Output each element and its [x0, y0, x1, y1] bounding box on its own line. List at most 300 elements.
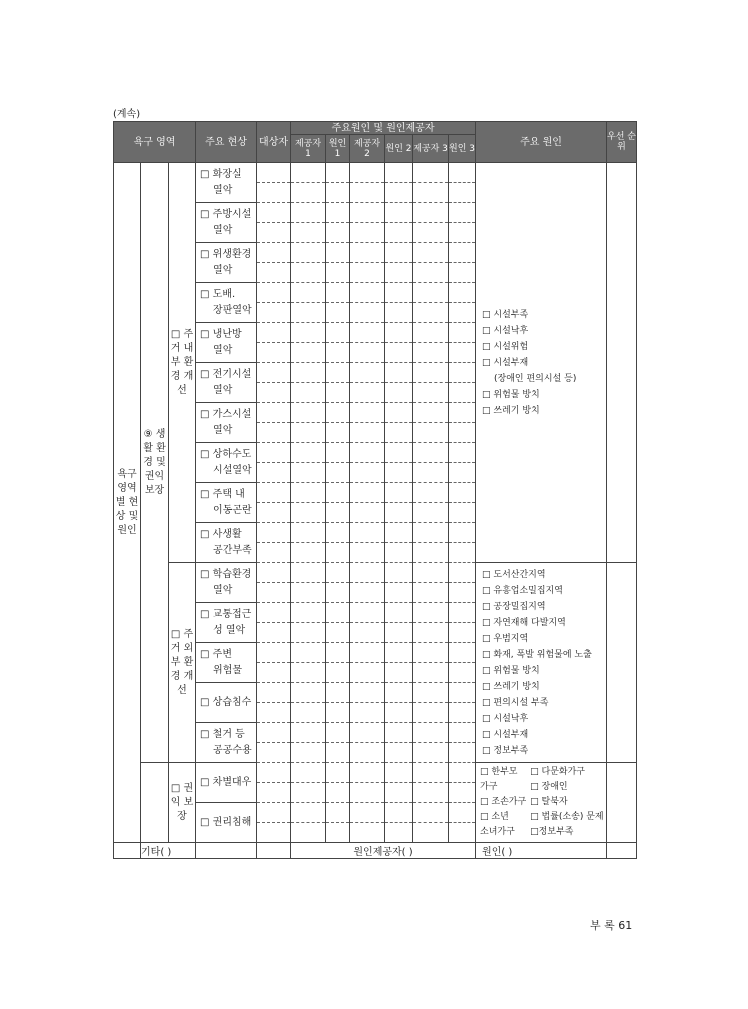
- entry-cell[interactable]: [291, 503, 326, 523]
- entry-cell[interactable]: [291, 523, 326, 543]
- cause-option[interactable]: □ 자연재해 다발지역: [482, 617, 566, 628]
- entry-cell[interactable]: [350, 263, 385, 283]
- entry-cell[interactable]: [350, 223, 385, 243]
- entry-cell[interactable]: [350, 723, 385, 743]
- entry-cell[interactable]: [291, 663, 326, 683]
- entry-cell[interactable]: [385, 563, 413, 583]
- entry-cell[interactable]: [350, 683, 385, 703]
- entry-cell[interactable]: [385, 583, 413, 603]
- entry-cell[interactable]: [291, 823, 326, 843]
- entry-cell[interactable]: [326, 383, 350, 403]
- entry-cell[interactable]: [257, 503, 291, 523]
- priority-cell[interactable]: [607, 163, 637, 563]
- entry-cell[interactable]: [326, 223, 350, 243]
- entry-cell[interactable]: [350, 503, 385, 523]
- entry-cell[interactable]: [449, 383, 476, 403]
- entry-cell[interactable]: [326, 183, 350, 203]
- footer-cause[interactable]: 원인( ): [476, 843, 607, 859]
- entry-cell[interactable]: [326, 303, 350, 323]
- entry-cell[interactable]: [257, 183, 291, 203]
- phenomenon-item[interactable]: [196, 723, 257, 763]
- entry-cell[interactable]: [326, 683, 350, 703]
- cause-option[interactable]: □ 정보부족: [482, 745, 529, 756]
- entry-cell[interactable]: [385, 623, 413, 643]
- entry-cell[interactable]: [385, 383, 413, 403]
- entry-cell[interactable]: [385, 823, 413, 843]
- entry-cell[interactable]: [385, 263, 413, 283]
- entry-cell[interactable]: [350, 603, 385, 623]
- entry-cell[interactable]: [449, 663, 476, 683]
- phenomenon-item[interactable]: [196, 523, 257, 563]
- entry-cell[interactable]: [350, 303, 385, 323]
- entry-cell[interactable]: [350, 343, 385, 363]
- entry-cell[interactable]: [385, 303, 413, 323]
- entry-cell[interactable]: [350, 823, 385, 843]
- entry-cell[interactable]: [449, 723, 476, 743]
- subarea-rights[interactable]: □ 권익 보장: [169, 763, 196, 843]
- cause-option[interactable]: □ 화재, 폭발 위험물에 노출: [482, 649, 592, 660]
- cause-option[interactable]: □ 탈북자: [530, 797, 568, 807]
- entry-cell[interactable]: [413, 823, 449, 843]
- entry-cell[interactable]: [385, 543, 413, 563]
- entry-cell[interactable]: [413, 183, 449, 203]
- entry-cell[interactable]: [385, 463, 413, 483]
- entry-cell[interactable]: [257, 483, 291, 503]
- entry-cell[interactable]: [385, 203, 413, 223]
- entry-cell[interactable]: [413, 423, 449, 443]
- entry-cell[interactable]: [291, 303, 326, 323]
- entry-cell[interactable]: [413, 783, 449, 803]
- entry-cell[interactable]: [413, 603, 449, 623]
- entry-cell[interactable]: [413, 683, 449, 703]
- entry-cell[interactable]: [291, 723, 326, 743]
- entry-cell[interactable]: [413, 383, 449, 403]
- entry-cell[interactable]: [350, 443, 385, 463]
- entry-cell[interactable]: [257, 423, 291, 443]
- cause-option[interactable]: □ 위험물 방치: [482, 665, 540, 676]
- entry-cell[interactable]: [326, 743, 350, 763]
- entry-cell[interactable]: [326, 763, 350, 783]
- entry-cell[interactable]: [413, 463, 449, 483]
- entry-cell[interactable]: [449, 743, 476, 763]
- entry-cell[interactable]: [350, 183, 385, 203]
- phenomenon-item[interactable]: [196, 683, 257, 723]
- entry-cell[interactable]: [257, 763, 291, 783]
- entry-cell[interactable]: [385, 503, 413, 523]
- entry-cell[interactable]: [326, 823, 350, 843]
- entry-cell[interactable]: [326, 803, 350, 823]
- entry-cell[interactable]: [326, 523, 350, 543]
- entry-cell[interactable]: [326, 543, 350, 563]
- entry-cell[interactable]: [413, 583, 449, 603]
- entry-cell[interactable]: [449, 683, 476, 703]
- entry-cell[interactable]: [385, 643, 413, 663]
- entry-cell[interactable]: [326, 663, 350, 683]
- entry-cell[interactable]: [257, 743, 291, 763]
- entry-cell[interactable]: [257, 363, 291, 383]
- cause-option[interactable]: □ 쓰레기 방치: [482, 681, 540, 692]
- entry-cell[interactable]: [291, 363, 326, 383]
- entry-cell[interactable]: [257, 343, 291, 363]
- entry-cell[interactable]: [413, 643, 449, 663]
- entry-cell[interactable]: [257, 223, 291, 243]
- entry-cell[interactable]: [449, 363, 476, 383]
- entry-cell[interactable]: [257, 783, 291, 803]
- entry-cell[interactable]: [291, 223, 326, 243]
- entry-cell[interactable]: [326, 263, 350, 283]
- entry-cell[interactable]: [291, 563, 326, 583]
- entry-cell[interactable]: [449, 623, 476, 643]
- entry-cell[interactable]: [291, 403, 326, 423]
- entry-cell[interactable]: [257, 323, 291, 343]
- entry-cell[interactable]: [385, 803, 413, 823]
- entry-cell[interactable]: [413, 703, 449, 723]
- entry-cell[interactable]: [350, 543, 385, 563]
- entry-cell[interactable]: [350, 743, 385, 763]
- entry-cell[interactable]: [257, 603, 291, 623]
- entry-cell[interactable]: [413, 483, 449, 503]
- entry-cell[interactable]: [291, 583, 326, 603]
- cause-option[interactable]: □ 시설부재: [482, 729, 529, 740]
- entry-cell[interactable]: [326, 583, 350, 603]
- entry-cell[interactable]: [350, 243, 385, 263]
- entry-cell[interactable]: [449, 503, 476, 523]
- entry-cell[interactable]: [350, 383, 385, 403]
- header-sub-1: 원인 1: [326, 135, 350, 163]
- entry-cell[interactable]: [257, 403, 291, 423]
- phenomenon-item-line1: □ 권리침해: [200, 816, 252, 828]
- entry-cell[interactable]: [350, 803, 385, 823]
- entry-cell[interactable]: [413, 443, 449, 463]
- entry-cell[interactable]: [385, 603, 413, 623]
- entry-cell[interactable]: [291, 163, 326, 183]
- cause-option[interactable]: 소녀가구: [480, 827, 515, 837]
- entry-cell[interactable]: [449, 783, 476, 803]
- entry-cell[interactable]: [413, 263, 449, 283]
- cause-option[interactable]: □ 시설낙후: [482, 325, 529, 336]
- phenomenon-item[interactable]: [196, 603, 257, 643]
- entry-cell[interactable]: [385, 743, 413, 763]
- entry-cell[interactable]: [257, 443, 291, 463]
- cause-option[interactable]: □ 편의시설 부족: [482, 697, 549, 708]
- entry-cell[interactable]: [385, 243, 413, 263]
- cause-option[interactable]: □ 한부모: [480, 767, 518, 777]
- entry-cell[interactable]: [350, 643, 385, 663]
- entry-cell[interactable]: [326, 723, 350, 743]
- entry-cell[interactable]: [326, 243, 350, 263]
- entry-cell[interactable]: [326, 603, 350, 623]
- footer-provider[interactable]: 원인제공자( ): [291, 843, 476, 859]
- entry-cell[interactable]: [449, 823, 476, 843]
- entry-cell[interactable]: [257, 263, 291, 283]
- entry-cell[interactable]: [350, 203, 385, 223]
- entry-cell[interactable]: [291, 803, 326, 823]
- entry-cell[interactable]: [350, 363, 385, 383]
- entry-cell[interactable]: [449, 483, 476, 503]
- entry-cell[interactable]: [291, 243, 326, 263]
- cause-option[interactable]: □ 유흥업소밀집지역: [482, 585, 563, 596]
- entry-cell[interactable]: [350, 483, 385, 503]
- entry-cell[interactable]: [350, 523, 385, 543]
- phenomenon-item[interactable]: [196, 803, 257, 843]
- entry-cell[interactable]: [326, 443, 350, 463]
- entry-cell[interactable]: [449, 243, 476, 263]
- entry-cell[interactable]: [326, 403, 350, 423]
- entry-cell[interactable]: [413, 523, 449, 543]
- entry-cell[interactable]: [413, 743, 449, 763]
- phenomenon-item[interactable]: [196, 203, 257, 243]
- entry-cell[interactable]: [385, 283, 413, 303]
- header-main-cause: 주요 원인: [476, 122, 607, 163]
- subarea-outer[interactable]: □ 주거 외부 환경 개선: [169, 563, 196, 763]
- entry-cell[interactable]: [449, 263, 476, 283]
- entry-cell[interactable]: [257, 703, 291, 723]
- entry-cell[interactable]: [350, 783, 385, 803]
- entry-cell[interactable]: [385, 403, 413, 423]
- entry-cell[interactable]: [291, 603, 326, 623]
- entry-cell[interactable]: [413, 163, 449, 183]
- entry-cell[interactable]: [385, 343, 413, 363]
- entry-cell[interactable]: [413, 343, 449, 363]
- subarea-inner[interactable]: □ 주거 내부 환경 개선: [169, 163, 196, 563]
- entry-cell[interactable]: [257, 303, 291, 323]
- entry-cell[interactable]: [350, 663, 385, 683]
- entry-cell[interactable]: [350, 583, 385, 603]
- entry-cell[interactable]: [257, 203, 291, 223]
- entry-cell[interactable]: [413, 623, 449, 643]
- entry-cell[interactable]: [291, 783, 326, 803]
- entry-cell[interactable]: [449, 283, 476, 303]
- phenomenon-item[interactable]: [196, 563, 257, 603]
- entry-cell[interactable]: [350, 703, 385, 723]
- phenomenon-item[interactable]: [196, 243, 257, 283]
- cause-option[interactable]: □ 공장밀집지역: [482, 601, 546, 612]
- entry-cell[interactable]: [413, 283, 449, 303]
- entry-cell[interactable]: [257, 523, 291, 543]
- phenomenon-item[interactable]: [196, 763, 257, 803]
- phenomenon-item[interactable]: [196, 403, 257, 443]
- entry-cell[interactable]: [326, 783, 350, 803]
- entry-cell[interactable]: [291, 643, 326, 663]
- cause-option[interactable]: □ 우범지역: [482, 633, 529, 644]
- phenomenon-item[interactable]: [196, 283, 257, 323]
- entry-cell[interactable]: [449, 543, 476, 563]
- entry-cell[interactable]: [326, 463, 350, 483]
- entry-cell[interactable]: [326, 163, 350, 183]
- entry-cell[interactable]: [385, 723, 413, 743]
- entry-cell[interactable]: [257, 683, 291, 703]
- entry-cell[interactable]: [326, 423, 350, 443]
- entry-cell[interactable]: [385, 663, 413, 683]
- entry-cell[interactable]: [326, 363, 350, 383]
- entry-cell[interactable]: [413, 303, 449, 323]
- entry-cell[interactable]: [326, 323, 350, 343]
- entry-cell[interactable]: [291, 543, 326, 563]
- entry-cell[interactable]: [413, 803, 449, 823]
- entry-cell[interactable]: [413, 323, 449, 343]
- entry-cell[interactable]: [385, 683, 413, 703]
- entry-cell[interactable]: [413, 503, 449, 523]
- phenomenon-item[interactable]: [196, 363, 257, 403]
- cause-option[interactable]: 가구: [480, 782, 498, 792]
- entry-cell[interactable]: [291, 443, 326, 463]
- entry-cell[interactable]: [291, 323, 326, 343]
- entry-cell[interactable]: [449, 463, 476, 483]
- entry-cell[interactable]: [385, 523, 413, 543]
- entry-cell[interactable]: [385, 483, 413, 503]
- entry-cell[interactable]: [326, 483, 350, 503]
- phenomenon-item[interactable]: [196, 163, 257, 203]
- entry-cell[interactable]: [350, 423, 385, 443]
- entry-cell[interactable]: [413, 723, 449, 743]
- entry-cell[interactable]: [326, 643, 350, 663]
- cause-option[interactable]: □ 도서산간지역: [482, 569, 546, 580]
- entry-cell[interactable]: [385, 783, 413, 803]
- entry-cell[interactable]: [291, 683, 326, 703]
- entry-cell[interactable]: [326, 283, 350, 303]
- entry-cell[interactable]: [413, 563, 449, 583]
- entry-cell[interactable]: [257, 283, 291, 303]
- entry-cell[interactable]: [291, 203, 326, 223]
- footer-cell[interactable]: [607, 843, 637, 859]
- phenomenon-item[interactable]: [196, 483, 257, 523]
- cause-option[interactable]: □ 쓰레기 방치: [482, 405, 540, 416]
- entry-cell[interactable]: [449, 803, 476, 823]
- entry-cell[interactable]: [257, 563, 291, 583]
- entry-cell[interactable]: [449, 703, 476, 723]
- entry-cell[interactable]: [350, 403, 385, 423]
- entry-cell[interactable]: [291, 743, 326, 763]
- entry-cell[interactable]: [449, 183, 476, 203]
- cause-option[interactable]: □ 조손가구: [480, 797, 527, 807]
- entry-cell[interactable]: [291, 283, 326, 303]
- entry-cell[interactable]: [257, 243, 291, 263]
- entry-cell[interactable]: [385, 703, 413, 723]
- entry-cell[interactable]: [257, 383, 291, 403]
- entry-cell[interactable]: [449, 323, 476, 343]
- entry-cell[interactable]: [413, 543, 449, 563]
- cause-option[interactable]: □ 다문화가구: [530, 767, 586, 777]
- phenomenon-item[interactable]: [196, 443, 257, 483]
- entry-cell[interactable]: [350, 763, 385, 783]
- entry-cell[interactable]: [257, 823, 291, 843]
- entry-cell[interactable]: [350, 163, 385, 183]
- entry-cell[interactable]: [257, 583, 291, 603]
- cause-option[interactable]: □ 법률(소송) 문제: [530, 812, 604, 822]
- phenomenon-item[interactable]: [196, 323, 257, 363]
- entry-cell[interactable]: [413, 363, 449, 383]
- entry-cell[interactable]: [291, 623, 326, 643]
- entry-cell[interactable]: [291, 463, 326, 483]
- entry-cell[interactable]: [385, 323, 413, 343]
- entry-cell[interactable]: [326, 623, 350, 643]
- entry-cell[interactable]: [326, 563, 350, 583]
- entry-cell[interactable]: [449, 603, 476, 623]
- entry-cell[interactable]: [291, 383, 326, 403]
- entry-cell[interactable]: [257, 723, 291, 743]
- entry-cell[interactable]: [449, 523, 476, 543]
- entry-cell[interactable]: [449, 223, 476, 243]
- entry-cell[interactable]: [326, 343, 350, 363]
- entry-cell[interactable]: [291, 703, 326, 723]
- footer-cell[interactable]: [257, 843, 291, 859]
- phenomenon-item[interactable]: [196, 643, 257, 683]
- entry-cell[interactable]: [257, 163, 291, 183]
- entry-cell[interactable]: [257, 623, 291, 643]
- entry-cell[interactable]: [257, 803, 291, 823]
- entry-cell[interactable]: [291, 343, 326, 363]
- entry-cell[interactable]: [257, 543, 291, 563]
- entry-cell[interactable]: [350, 463, 385, 483]
- entry-cell[interactable]: [449, 303, 476, 323]
- entry-cell[interactable]: [449, 423, 476, 443]
- entry-cell[interactable]: [257, 463, 291, 483]
- priority-cell[interactable]: [607, 763, 637, 843]
- entry-cell[interactable]: [326, 503, 350, 523]
- cause-option[interactable]: □ 시설부재: [482, 357, 529, 368]
- entry-cell[interactable]: [385, 763, 413, 783]
- entry-cell[interactable]: [449, 343, 476, 363]
- entry-cell[interactable]: [326, 203, 350, 223]
- entry-cell[interactable]: [350, 323, 385, 343]
- entry-cell[interactable]: [291, 263, 326, 283]
- entry-cell[interactable]: [291, 483, 326, 503]
- entry-cell[interactable]: [449, 163, 476, 183]
- header-priority: 우선 순위: [607, 122, 637, 163]
- entry-cell[interactable]: [350, 563, 385, 583]
- entry-cell[interactable]: [385, 443, 413, 463]
- footer-etc[interactable]: 기타( ): [141, 843, 196, 859]
- cause-option[interactable]: □ 시설낙후: [482, 713, 529, 724]
- cause-option[interactable]: □ 소년: [480, 812, 509, 822]
- cause-option[interactable]: □ 시설위험: [482, 341, 529, 352]
- entry-cell[interactable]: [413, 403, 449, 423]
- cause-option[interactable]: □ 장애인: [530, 782, 568, 792]
- entry-cell[interactable]: [385, 183, 413, 203]
- cause-option[interactable]: (장애인 편의시설 등): [494, 373, 577, 384]
- priority-cell[interactable]: [607, 563, 637, 763]
- cause-option[interactable]: □정보부족: [530, 827, 574, 837]
- entry-cell[interactable]: [413, 203, 449, 223]
- entry-cell[interactable]: [449, 563, 476, 583]
- footer-cell[interactable]: [196, 843, 257, 859]
- entry-cell[interactable]: [449, 643, 476, 663]
- entry-cell[interactable]: [291, 423, 326, 443]
- entry-cell[interactable]: [413, 763, 449, 783]
- entry-cell[interactable]: [413, 663, 449, 683]
- cause-option[interactable]: □ 시설부족: [482, 309, 529, 320]
- entry-cell[interactable]: [449, 403, 476, 423]
- entry-cell[interactable]: [326, 703, 350, 723]
- entry-cell[interactable]: [350, 623, 385, 643]
- entry-cell[interactable]: [449, 203, 476, 223]
- entry-cell[interactable]: [449, 763, 476, 783]
- entry-cell[interactable]: [385, 363, 413, 383]
- entry-cell[interactable]: [385, 163, 413, 183]
- entry-cell[interactable]: [413, 223, 449, 243]
- entry-cell[interactable]: [449, 583, 476, 603]
- entry-cell[interactable]: [291, 763, 326, 783]
- cause-option[interactable]: □ 위험물 방치: [482, 389, 540, 400]
- entry-cell[interactable]: [350, 283, 385, 303]
- entry-cell[interactable]: [291, 183, 326, 203]
- entry-cell[interactable]: [449, 443, 476, 463]
- entry-cell[interactable]: [385, 423, 413, 443]
- entry-cell[interactable]: [257, 643, 291, 663]
- entry-cell[interactable]: [385, 223, 413, 243]
- entry-cell[interactable]: [413, 243, 449, 263]
- entry-cell[interactable]: [257, 663, 291, 683]
